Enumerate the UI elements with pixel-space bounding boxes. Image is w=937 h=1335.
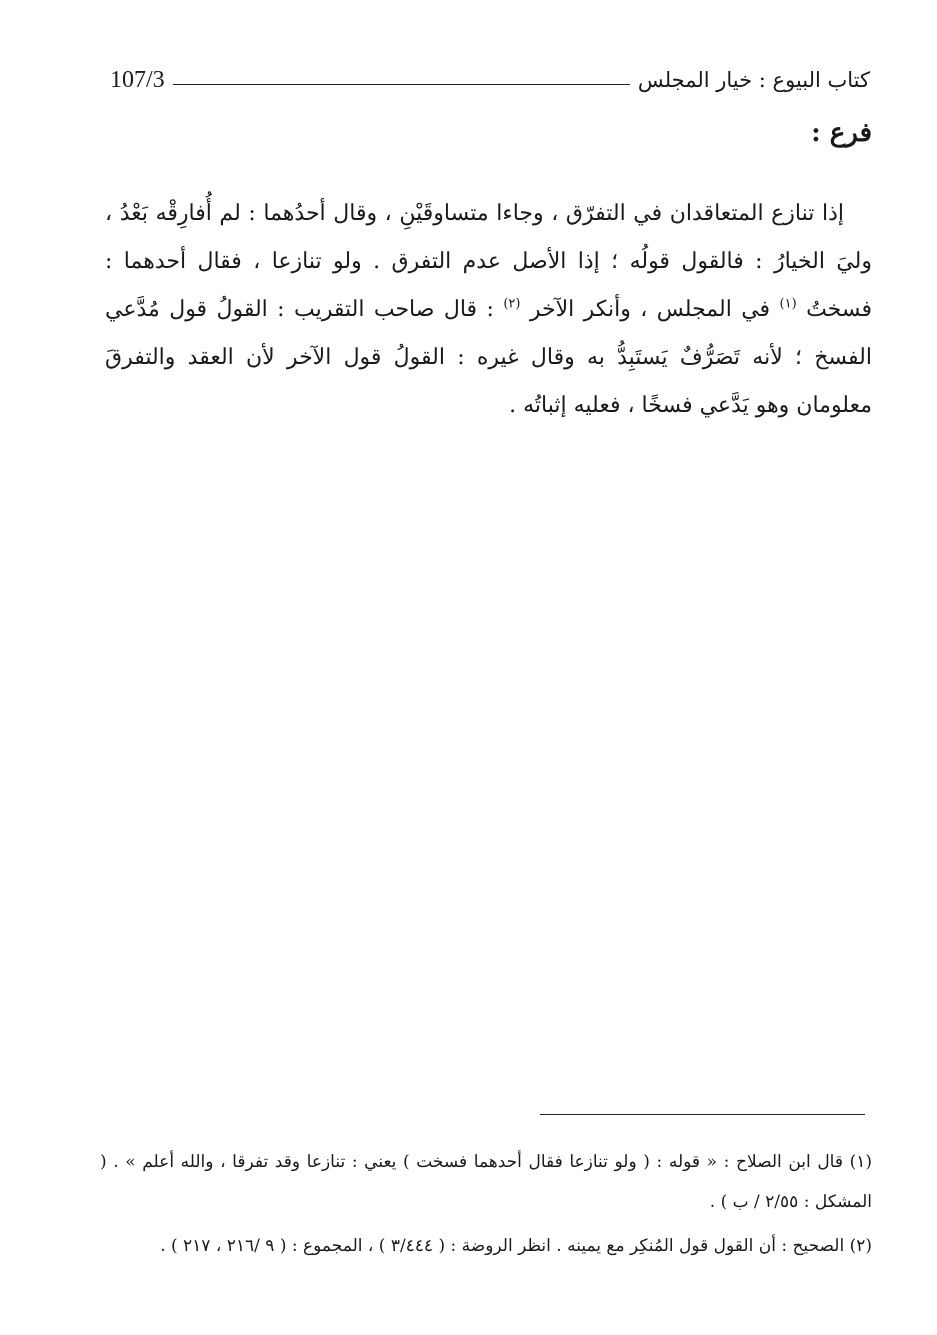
body-text-part-3: : قال صاحب التقريب : القولُ قول مُدَّعي الفسخ ؛ لأنه تَصَرُّفٌ يَستَبِدُّ به وقال غيره : القولُ قول الآخر لأن العقد والتفرقَ معلومان وهو يَدَّعي فسخًا ، فعليه إثباتُه . xyxy=(105,297,872,418)
header-rule xyxy=(173,84,630,85)
section-heading: فرع : xyxy=(811,118,872,148)
footnote-ref-2[interactable]: (٢) xyxy=(503,296,521,312)
footnote-1: (١) قال ابن الصلاح : « قوله : ( ولو تنازعا فقال أحدهما فسخت ) يعني : تنازعا وقد تفرقا ، والله أعلم » . ( المشكل : ٢/٥٥ / ب ) . xyxy=(100,1152,872,1212)
footnote-separator xyxy=(540,1114,865,1115)
body-paragraph xyxy=(105,190,872,430)
running-header xyxy=(110,60,870,100)
running-header-title: كتاب البيوع : خيار المجلس xyxy=(637,68,870,92)
page-number: 107/3 xyxy=(110,66,165,93)
body-text-part-1: إذا تنازع المتعاقدان في التفرّق ، وجاءا متساوقَيْنِ ، وقال أحدُهما : لم أُفارِقْه بَعْدُ ، وليَ الخيارُ : فالقول قولُه ؛ إذا الأصل عدم التفرق . ولو تنازعا ، فقال أحدهما : فسختُ xyxy=(105,201,873,322)
footnotes xyxy=(100,1142,872,1270)
body-text-part-2: في المجلس ، وأنكر الآخر xyxy=(529,297,771,322)
footnote-ref-1[interactable]: (١) xyxy=(779,296,797,312)
footnote-2: (٢) الصحيح : أن القول قول المُنكِر مع يمينه . انظر الروضة : ( ٣/٤٤٤ ) ، المجموع : ( ٩ /٢١٦ ، ٢١٧ ) . xyxy=(160,1236,872,1256)
